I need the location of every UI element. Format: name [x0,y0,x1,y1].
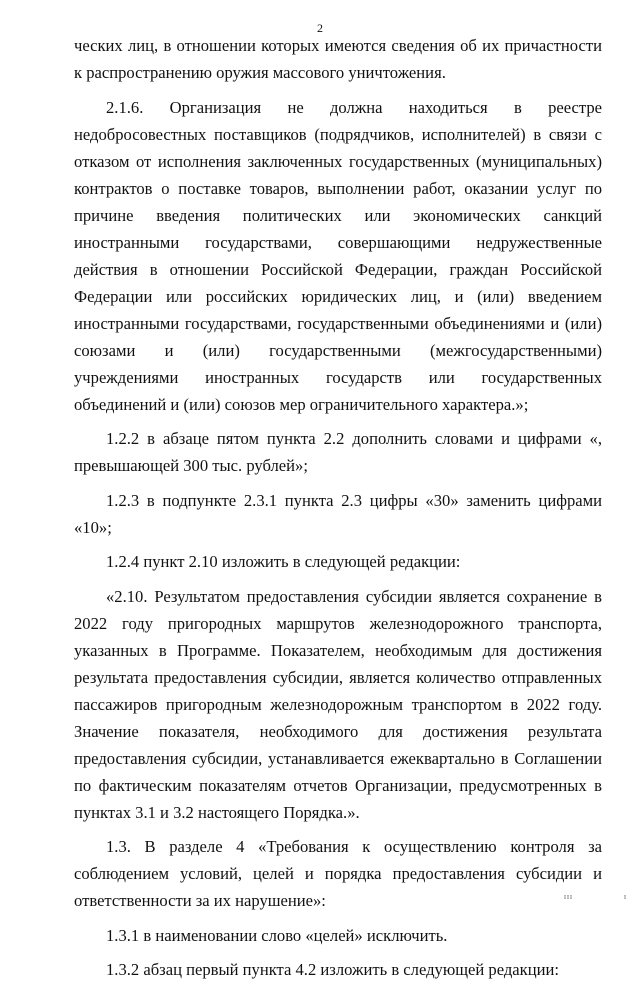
paragraph-1-3: 1.3. В разделе 4 «Требования к осуществлению контроля за соблюдением условий, целей и порядка предоставления субсидии и ответственности за их нарушение»: [74,837,602,910]
paragraph-2-10-quote: «2.10. Результатом предоставления субсидии является сохранение в 2022 году пригородных маршрутов железнодорожного транспорта, указанных в Программе. Показателем, необходимым для достижения результата предоставления субсидии, является количество отправленных пассажиров пригородным железнодорожным транспортом в 2022 году. Значение показателя, необходимого для достижения результата предоставления субсидии, устанавливается ежеквартально в Соглашении по фактическим показателям отчетов Организации, предусмотренных в пунктах 3.1 и 3.2 настоящего Порядка.». [74,586,602,822]
paragraph-1-3-2: 1.3.2 абзац первый пункта 4.2 изложить в следующей редакции: [106,960,559,979]
paragraph-1-2-4: 1.2.4 пункт 2.10 изложить в следующей редакции: [106,552,461,571]
page-number: 2 [317,21,323,35]
paragraph-continuation: ческих лиц, в отношении которых имеются сведения об их причастности к распространению оружия массового уничтожения. [74,36,602,82]
paragraph-1-2-3: 1.2.3 в подпункте 2.3.1 пункта 2.3 цифры «30» заменить цифрами «10»; [74,490,602,537]
document-body [74,32,602,991]
footer-mark-left: III [564,895,573,901]
paragraph-1-2-2: 1.2.2 в абзаце пятом пункта 2.2 дополнить словами и цифрами «, превышающей 300 тыс. рублей»; [74,429,602,475]
paragraph-1-3-1: 1.3.1 в наименовании слово «целей» исключить. [106,925,448,945]
footer-mark-right: I [624,895,627,901]
paragraph-2-1-6: 2.1.6. Организация не должна находиться в реестре недобросовестных поставщиков (подрядчиков, исполнителей) в связи с отказом от исполнения заключенных государственных (муниципальных) контрактов о поставке товаров, выполнении работ, оказании услуг по причине введения политических или экономических санкций иностранными государствами, совершающими недружественные действия в отношении Российской Федерации, граждан Российской Федерации или российских юридических лиц, и (или) введением иностранными государствами, государственными объединениями и (или) союзами и (или) государственными (межгосударственными) учреждениями иностранных государств или государственных объединений и (или) союзов мер ограничительного характера.»; [74,97,602,414]
